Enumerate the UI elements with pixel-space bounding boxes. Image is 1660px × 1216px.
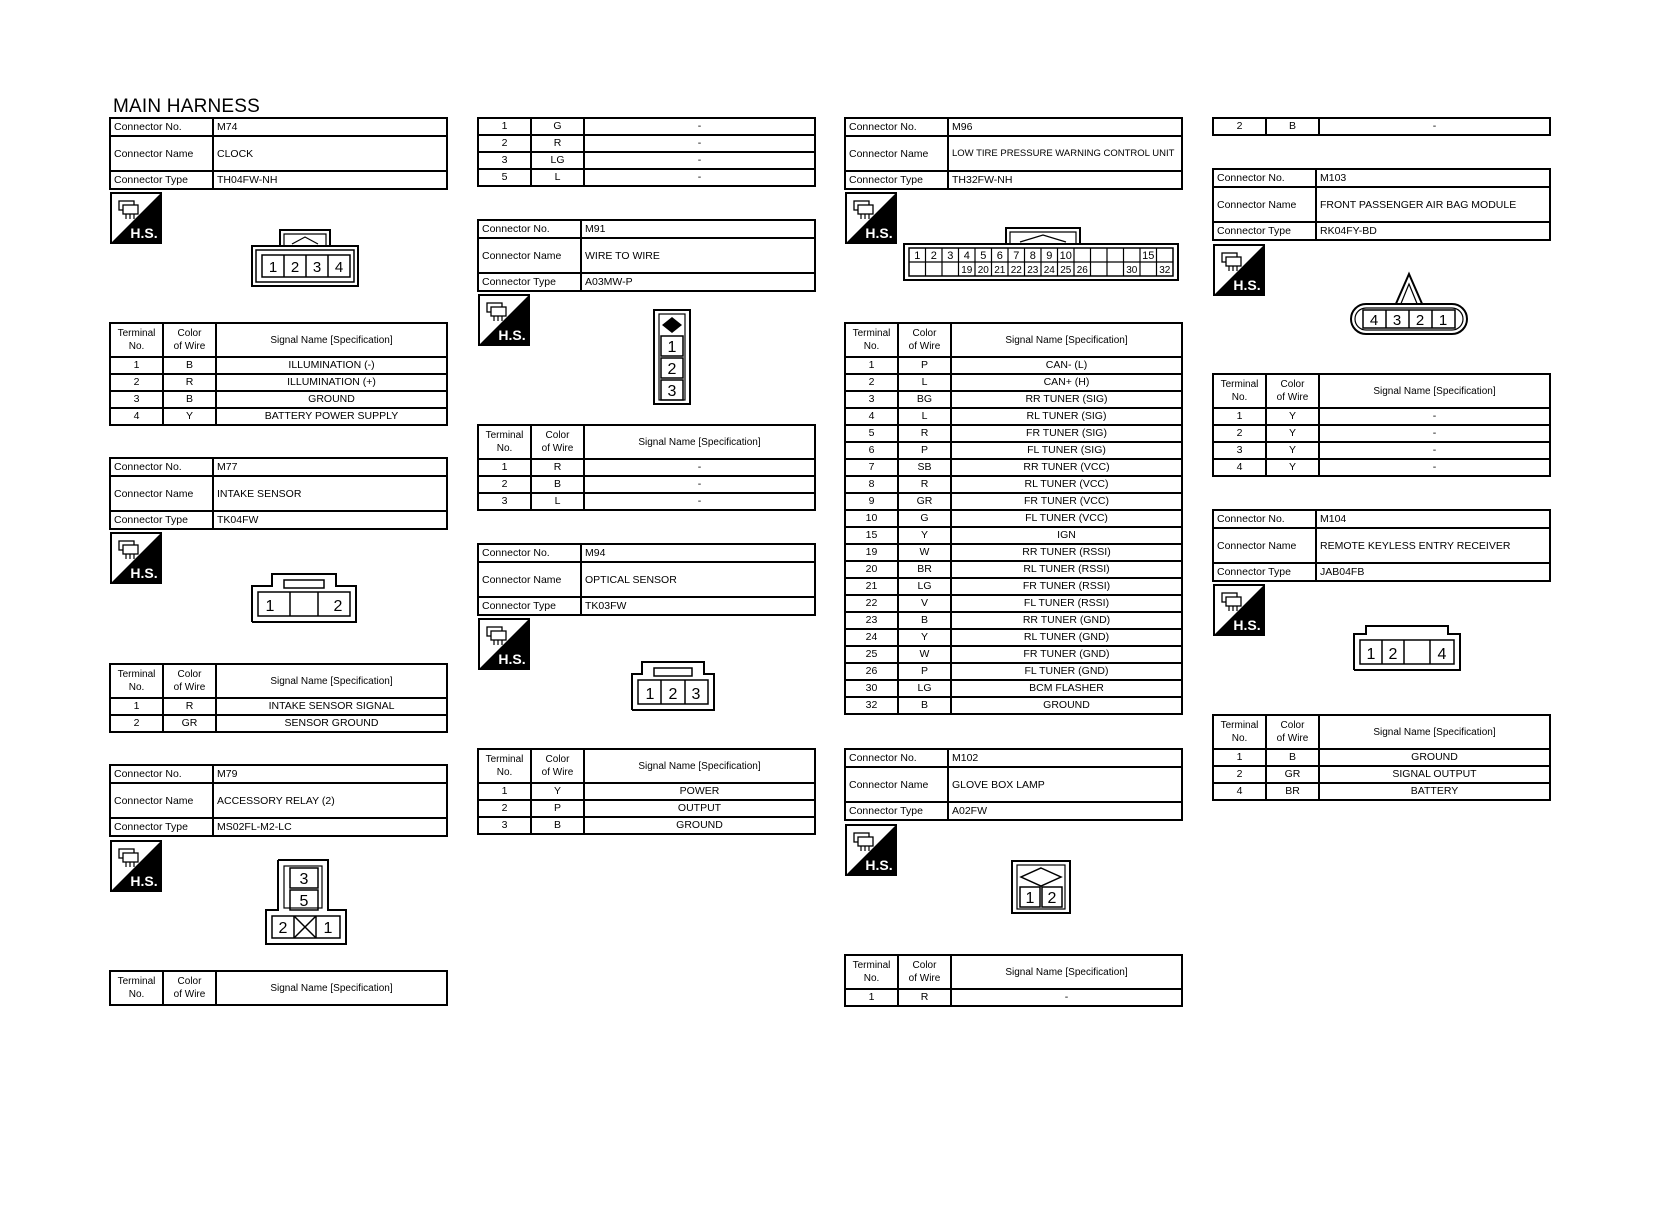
connector-type-label: Connector Type bbox=[478, 273, 581, 291]
connector-name-label: Connector Name bbox=[110, 783, 213, 818]
table-row: 3 B GROUND bbox=[110, 391, 447, 408]
signal-header: Signal Name [Specification] bbox=[216, 664, 447, 698]
connector-info-m103 bbox=[1212, 168, 1551, 241]
connector-type-value: MS02FL-M2-LC bbox=[213, 818, 447, 836]
table-row: 5 L - bbox=[478, 169, 815, 186]
pin-2: 2 bbox=[1388, 646, 1398, 663]
table-row: 2 P OUTPUT bbox=[478, 800, 815, 817]
table-row: 8 R RL TUNER (VCC) bbox=[845, 476, 1182, 493]
pin-4: 4 bbox=[1369, 312, 1379, 329]
table-row: 3 Y - bbox=[1213, 442, 1550, 459]
terminal-header: Terminal No. bbox=[478, 425, 531, 459]
table-row: 1 R - bbox=[845, 989, 1182, 1006]
connector-name-value: LOW TIRE PRESSURE WARNING CONTROL UNIT bbox=[948, 136, 1182, 171]
connector-type-value: JAB04FB bbox=[1316, 563, 1550, 581]
table-row: 2 B - bbox=[478, 476, 815, 493]
svg-text:H.S.: H.S. bbox=[130, 873, 158, 889]
table-row: 1 G - bbox=[478, 118, 815, 135]
table-row: 30 LG BCM FLASHER bbox=[845, 680, 1182, 697]
table-row: 5 R FR TUNER (SIG) bbox=[845, 425, 1182, 442]
terminal-header: Terminal No. bbox=[845, 323, 898, 357]
connector-no-label: Connector No. bbox=[478, 220, 581, 238]
table-row: 19 W RR TUNER (RSSI) bbox=[845, 544, 1182, 561]
connector-diagram-m79 bbox=[264, 858, 348, 951]
connector-name-value: GLOVE BOX LAMP bbox=[948, 767, 1182, 802]
pin-1: 1 bbox=[1025, 890, 1035, 907]
connector-diagram-m74 bbox=[250, 226, 362, 293]
svg-text:H.S.: H.S. bbox=[498, 327, 526, 343]
pin-1: 1 bbox=[323, 920, 333, 937]
connector-no-label: Connector No. bbox=[110, 765, 213, 783]
table-row: 23 B RR TUNER (GND) bbox=[845, 612, 1182, 629]
table-row: 3 B GROUND bbox=[478, 817, 815, 834]
pin-1: 1 bbox=[645, 686, 655, 703]
signal-table-continued bbox=[1212, 117, 1551, 136]
terminal-header: Terminal No. bbox=[1213, 374, 1266, 408]
connector-name-label: Connector Name bbox=[110, 476, 213, 511]
connector-name-value: INTAKE SENSOR bbox=[213, 476, 447, 511]
connector-no-label: Connector No. bbox=[478, 544, 581, 562]
connector-info-m79 bbox=[109, 764, 448, 837]
pin-3: 3 bbox=[691, 686, 701, 703]
connector-name-label: Connector Name bbox=[1213, 187, 1316, 222]
table-row: 2 GR SIGNAL OUTPUT bbox=[1213, 766, 1550, 783]
connector-no-label: Connector No. bbox=[1213, 169, 1316, 187]
pin-1: 1 bbox=[1366, 646, 1376, 663]
hs-icon bbox=[478, 618, 530, 670]
table-row: 24 Y RL TUNER (GND) bbox=[845, 629, 1182, 646]
table-row: 2 Y - bbox=[1213, 425, 1550, 442]
connector-name-value: REMOTE KEYLESS ENTRY RECEIVER bbox=[1316, 528, 1550, 563]
table-row: 1 B ILLUMINATION (-) bbox=[110, 357, 447, 374]
hs-icon bbox=[845, 192, 897, 244]
color-header: Color of Wire bbox=[531, 749, 584, 783]
table-row: 32 B GROUND bbox=[845, 697, 1182, 714]
table-row: 4 L RL TUNER (SIG) bbox=[845, 408, 1182, 425]
svg-text:H.S.: H.S. bbox=[865, 225, 893, 241]
connector-info-m104 bbox=[1212, 509, 1551, 582]
table-row: 21 LG FR TUNER (RSSI) bbox=[845, 578, 1182, 595]
signal-table-m104 bbox=[1212, 714, 1551, 801]
signal-header: Signal Name [Specification] bbox=[1319, 374, 1550, 408]
pin-3: 3 bbox=[1392, 312, 1402, 329]
connector-no-value: M91 bbox=[581, 220, 815, 238]
connector-no-value: M103 bbox=[1316, 169, 1550, 187]
table-row: 10 G FL TUNER (VCC) bbox=[845, 510, 1182, 527]
hs-icon bbox=[1213, 584, 1265, 636]
color-header: Color of Wire bbox=[163, 664, 216, 698]
table-row: 1 B GROUND bbox=[1213, 749, 1550, 766]
hs-icon bbox=[110, 532, 162, 584]
pin-3: 3 bbox=[667, 383, 677, 400]
signal-header: Signal Name [Specification] bbox=[1319, 715, 1550, 749]
terminal-header: Terminal No. bbox=[478, 749, 531, 783]
connector-name-label: Connector Name bbox=[478, 238, 581, 273]
table-row: 2 L CAN+ (H) bbox=[845, 374, 1182, 391]
signal-table-continued bbox=[477, 117, 816, 187]
color-header: Color of Wire bbox=[163, 971, 216, 1005]
signal-header: Signal Name [Specification] bbox=[216, 323, 447, 357]
terminal-header: Terminal No. bbox=[110, 971, 163, 1005]
connector-type-value: TK04FW bbox=[213, 511, 447, 529]
color-header: Color of Wire bbox=[163, 323, 216, 357]
pin-4: 4 bbox=[334, 259, 344, 276]
pin-24: 24 bbox=[1043, 265, 1055, 276]
table-row: 3 LG - bbox=[478, 152, 815, 169]
signal-table-m102 bbox=[844, 954, 1183, 1007]
pin-4: 4 bbox=[1437, 646, 1447, 663]
signal-header: Signal Name [Specification] bbox=[951, 955, 1182, 989]
pin-6: 6 bbox=[996, 250, 1003, 262]
pin-15: 15 bbox=[1142, 250, 1155, 262]
connector-type-label: Connector Type bbox=[845, 802, 948, 820]
connector-diagram-m91 bbox=[652, 308, 692, 411]
connector-type-label: Connector Type bbox=[845, 171, 948, 189]
table-row: 4 BR BATTERY bbox=[1213, 783, 1550, 800]
table-row: 3 L - bbox=[478, 493, 815, 510]
table-row: 1 Y - bbox=[1213, 408, 1550, 425]
table-row: 25 W FR TUNER (GND) bbox=[845, 646, 1182, 663]
table-row: 1 R INTAKE SENSOR SIGNAL bbox=[110, 698, 447, 715]
connector-name-label: Connector Name bbox=[845, 136, 948, 171]
svg-text:H.S.: H.S. bbox=[130, 565, 158, 581]
svg-text:H.S.: H.S. bbox=[1233, 617, 1261, 633]
connector-diagram-m102 bbox=[1010, 859, 1072, 920]
pin-10: 10 bbox=[1059, 250, 1072, 262]
hs-icon bbox=[845, 824, 897, 876]
svg-text:H.S.: H.S. bbox=[130, 225, 158, 241]
connector-no-value: M102 bbox=[948, 749, 1182, 767]
connector-diagram-m77 bbox=[250, 572, 362, 629]
signal-table-m74 bbox=[109, 322, 448, 426]
color-header: Color of Wire bbox=[898, 955, 951, 989]
terminal-header: Terminal No. bbox=[110, 664, 163, 698]
connector-type-label: Connector Type bbox=[110, 511, 213, 529]
signal-header: Signal Name [Specification] bbox=[584, 425, 815, 459]
pin-20: 20 bbox=[977, 265, 989, 276]
table-row: 7 SB RR TUNER (VCC) bbox=[845, 459, 1182, 476]
table-row: 4 Y BATTERY POWER SUPPLY bbox=[110, 408, 447, 425]
connector-diagram-m94 bbox=[630, 660, 716, 717]
pin-1: 1 bbox=[268, 259, 278, 276]
connector-no-label: Connector No. bbox=[1213, 510, 1316, 528]
terminal-header: Terminal No. bbox=[845, 955, 898, 989]
connector-type-label: Connector Type bbox=[110, 171, 213, 189]
pin-7: 7 bbox=[1013, 250, 1020, 262]
signal-header: Signal Name [Specification] bbox=[584, 749, 815, 783]
table-row: 1 Y POWER bbox=[478, 783, 815, 800]
connector-diagram-m103 bbox=[1349, 270, 1469, 341]
connector-name-label: Connector Name bbox=[478, 562, 581, 597]
connector-no-value: M96 bbox=[948, 118, 1182, 136]
table-row: 9 GR FR TUNER (VCC) bbox=[845, 493, 1182, 510]
pin-32: 32 bbox=[1159, 265, 1171, 276]
connector-info-m96 bbox=[844, 117, 1183, 190]
connector-no-label: Connector No. bbox=[845, 118, 948, 136]
connector-type-value: A02FW bbox=[948, 802, 1182, 820]
connector-type-label: Connector Type bbox=[110, 818, 213, 836]
connector-name-value: CLOCK bbox=[213, 136, 447, 171]
color-header: Color of Wire bbox=[1266, 715, 1319, 749]
pin-9: 9 bbox=[1046, 250, 1053, 262]
pin-19: 19 bbox=[961, 265, 973, 276]
pin-1: 1 bbox=[914, 250, 921, 262]
connector-name-value: ACCESSORY RELAY (2) bbox=[213, 783, 447, 818]
connector-type-value: TH32FW-NH bbox=[948, 171, 1182, 189]
connector-diagram-m104 bbox=[1352, 624, 1462, 677]
pin-5: 5 bbox=[299, 893, 309, 910]
signal-table-m77 bbox=[109, 663, 448, 733]
table-row: 1 R - bbox=[478, 459, 815, 476]
pin-3: 3 bbox=[299, 871, 309, 888]
color-header: Color of Wire bbox=[898, 323, 951, 357]
connector-type-label: Connector Type bbox=[1213, 222, 1316, 240]
pin-2: 2 bbox=[930, 250, 937, 262]
pin-2: 2 bbox=[668, 686, 678, 703]
pin-1: 1 bbox=[1438, 312, 1448, 329]
connector-info-m94 bbox=[477, 543, 816, 616]
connector-type-value: TK03FW bbox=[581, 597, 815, 615]
pin-22: 22 bbox=[1010, 265, 1022, 276]
signal-header: Signal Name [Specification] bbox=[216, 971, 447, 1005]
signal-table-m96 bbox=[844, 322, 1183, 715]
connector-no-value: M94 bbox=[581, 544, 815, 562]
hs-icon bbox=[110, 192, 162, 244]
table-row: 2 R ILLUMINATION (+) bbox=[110, 374, 447, 391]
connector-no-value: M74 bbox=[213, 118, 447, 136]
pin-30: 30 bbox=[1126, 265, 1138, 276]
pin-1: 1 bbox=[667, 339, 677, 356]
connector-info-m77 bbox=[109, 457, 448, 530]
pin-2: 2 bbox=[333, 598, 343, 615]
connector-no-value: M77 bbox=[213, 458, 447, 476]
signal-table-m94 bbox=[477, 748, 816, 835]
svg-text:H.S.: H.S. bbox=[1233, 277, 1261, 293]
svg-text:H.S.: H.S. bbox=[865, 857, 893, 873]
pin-4: 4 bbox=[963, 250, 970, 262]
connector-no-value: M79 bbox=[213, 765, 447, 783]
signal-table-m103 bbox=[1212, 373, 1551, 477]
pin-25: 25 bbox=[1060, 265, 1072, 276]
table-row: 6 P FL TUNER (SIG) bbox=[845, 442, 1182, 459]
color-header: Color of Wire bbox=[1266, 374, 1319, 408]
table-row: 2 GR SENSOR GROUND bbox=[110, 715, 447, 732]
connector-diagram-m96 bbox=[902, 226, 1180, 287]
signal-table-m79 bbox=[109, 970, 448, 1006]
pin-1: 1 bbox=[265, 598, 275, 615]
pin-5: 5 bbox=[980, 250, 987, 262]
connector-name-value: WIRE TO WIRE bbox=[581, 238, 815, 273]
connector-name-value: FRONT PASSENGER AIR BAG MODULE bbox=[1316, 187, 1550, 222]
connector-info-m102 bbox=[844, 748, 1183, 821]
connector-type-value: TH04FW-NH bbox=[213, 171, 447, 189]
pin-3: 3 bbox=[947, 250, 954, 262]
connector-type-value: A03MW-P bbox=[581, 273, 815, 291]
pin-2: 2 bbox=[1047, 890, 1057, 907]
signal-header: Signal Name [Specification] bbox=[951, 323, 1182, 357]
connector-no-value: M104 bbox=[1316, 510, 1550, 528]
terminal-header: Terminal No. bbox=[1213, 715, 1266, 749]
connector-no-label: Connector No. bbox=[110, 118, 213, 136]
pin-8: 8 bbox=[1029, 250, 1036, 262]
svg-text:H.S.: H.S. bbox=[498, 651, 526, 667]
table-row: 22 V FL TUNER (RSSI) bbox=[845, 595, 1182, 612]
connector-no-label: Connector No. bbox=[845, 749, 948, 767]
pin-23: 23 bbox=[1027, 265, 1039, 276]
terminal-header: Terminal No. bbox=[110, 323, 163, 357]
pin-2: 2 bbox=[667, 361, 677, 378]
connector-type-label: Connector Type bbox=[1213, 563, 1316, 581]
connector-no-label: Connector No. bbox=[110, 458, 213, 476]
table-row: 15 Y IGN bbox=[845, 527, 1182, 544]
pin-2: 2 bbox=[278, 920, 288, 937]
hs-icon bbox=[1213, 244, 1265, 296]
connector-type-label: Connector Type bbox=[478, 597, 581, 615]
signal-table-m91 bbox=[477, 424, 816, 511]
connector-name-value: OPTICAL SENSOR bbox=[581, 562, 815, 597]
connector-type-value: RK04FY-BD bbox=[1316, 222, 1550, 240]
table-row: 4 Y - bbox=[1213, 459, 1550, 476]
hs-icon bbox=[478, 294, 530, 346]
connector-name-label: Connector Name bbox=[1213, 528, 1316, 563]
connector-name-label: Connector Name bbox=[110, 136, 213, 171]
table-row: 20 BR RL TUNER (RSSI) bbox=[845, 561, 1182, 578]
pin-3: 3 bbox=[312, 259, 322, 276]
connector-info-m91 bbox=[477, 219, 816, 292]
table-row: 1 P CAN- (L) bbox=[845, 357, 1182, 374]
pin-2: 2 bbox=[1415, 312, 1425, 329]
hs-icon bbox=[110, 840, 162, 892]
table-row: 2 R - bbox=[478, 135, 815, 152]
page-title: MAIN HARNESS bbox=[113, 96, 261, 117]
table-row: 26 P FL TUNER (GND) bbox=[845, 663, 1182, 680]
pin-21: 21 bbox=[994, 265, 1006, 276]
table-row: 2 B - bbox=[1213, 118, 1550, 135]
connector-name-label: Connector Name bbox=[845, 767, 948, 802]
color-header: Color of Wire bbox=[531, 425, 584, 459]
table-row: 3 BG RR TUNER (SIG) bbox=[845, 391, 1182, 408]
pin-2: 2 bbox=[290, 259, 300, 276]
pin-26: 26 bbox=[1076, 265, 1088, 276]
connector-info-m74 bbox=[109, 117, 448, 190]
